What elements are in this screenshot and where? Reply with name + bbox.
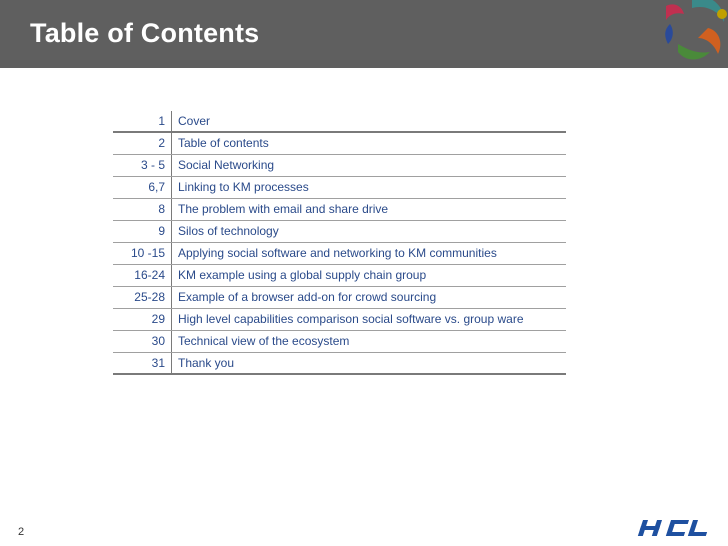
toc-page-range: 2	[158, 136, 165, 150]
toc-entry-title: Thank you	[178, 356, 235, 370]
toc-row	[113, 155, 566, 177]
toc-page-range: 9	[158, 224, 165, 238]
toc-column-divider	[171, 309, 172, 330]
toc-row	[113, 199, 566, 221]
toc-page-range: 10 -15	[130, 246, 165, 260]
toc-row	[113, 309, 566, 331]
page-number: 2	[18, 526, 25, 538]
toc-entry-title: The problem with email and share drive	[178, 202, 389, 216]
toc-row	[113, 353, 566, 375]
toc-entry-title: High level capabilities comparison social software vs. group ware	[178, 312, 524, 326]
toc-column-divider	[171, 353, 172, 373]
toc-column-divider	[171, 199, 172, 220]
toc-row	[113, 243, 566, 265]
toc-entry-title: Silos of technology	[178, 224, 279, 238]
toc-column-divider	[171, 111, 172, 131]
toc-column-divider	[171, 177, 172, 198]
toc-page-range: 16-24	[134, 268, 165, 282]
toc-row	[113, 111, 566, 133]
toc-page-range: 3 - 5	[140, 158, 165, 172]
toc-page-range: 1	[158, 114, 165, 128]
toc-row	[113, 331, 566, 353]
toc-entry-title: Linking to KM processes	[178, 180, 309, 194]
toc-row	[113, 177, 566, 199]
toc-entry-title: Cover	[178, 114, 211, 128]
toc-column-divider	[171, 243, 172, 264]
toc-column-divider	[171, 287, 172, 308]
toc-entry-title: Technical view of the ecosystem	[178, 334, 350, 348]
header-bar	[0, 0, 728, 68]
toc-row	[113, 133, 566, 155]
toc-entry-title: KM example using a global supply chain group	[178, 268, 427, 282]
toc-page-range: 30	[151, 334, 165, 348]
toc-column-divider	[171, 331, 172, 352]
toc-column-divider	[171, 265, 172, 286]
hcl-logo	[632, 517, 718, 539]
page-title: Table of Contents	[30, 18, 260, 48]
toc-page-range: 31	[151, 356, 165, 370]
toc-row	[113, 265, 566, 287]
toc-page-range: 29	[151, 312, 165, 326]
toc-row	[113, 221, 566, 243]
toc-column-divider	[171, 221, 172, 242]
toc-page-range: 8	[158, 202, 165, 216]
toc-page-range: 6,7	[148, 180, 165, 194]
toc-entry-title: Table of contents	[178, 136, 269, 150]
toc-row	[113, 287, 566, 309]
toc-page-range: 25-28	[134, 290, 165, 304]
toc-entry-title: Applying social software and networking to KM communities	[178, 246, 497, 260]
toc-column-divider	[171, 155, 172, 176]
toc-entry-title: Social Networking	[178, 158, 275, 172]
decorative-swirl-icon	[648, 0, 728, 68]
table-of-contents	[113, 111, 566, 375]
toc-entry-title: Example of a browser add-on for crowd sourcing	[178, 290, 437, 304]
toc-column-divider	[171, 133, 172, 154]
